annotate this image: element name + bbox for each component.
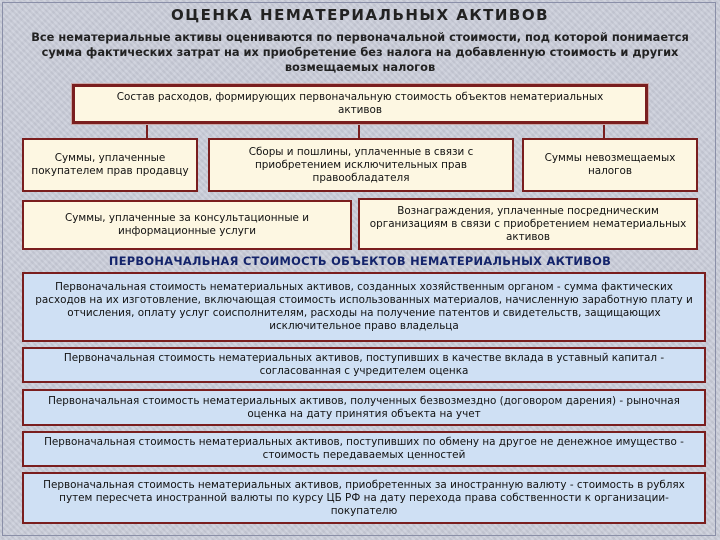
slide-subtitle: Все нематериальные активы оцениваются по первоначальной стоимости, под которой понимается сумма фактических затрат на их приобретение без налога на добавленную стоимость и других возмещаемых налогов (31, 29, 689, 74)
expense-item-nonrefundable-taxes: Суммы невозмещаемых налогов (522, 138, 698, 192)
connector-line (146, 124, 148, 138)
connector-line (603, 124, 605, 138)
initial-cost-created: Первоначальная стоимость нематериальных активов, созданных хозяйственным органом - сумма фактических расходов на их изготовление, включающая стоимость использованных материалов, начисленную заработную плату и отчисления, оплату услуг соисполнителям, расходы на получение патентов и свидетельств, защищающих исключительное право владельца (22, 272, 706, 342)
expense-item-fees-duties: Сборы и пошлины, уплаченные в связи с приобретением исключительных прав правообладателя (208, 138, 514, 192)
initial-cost-title: ПЕРВОНАЧАЛЬНАЯ СТОИМОСТЬ ОБЪЕКТОВ НЕМАТЕРИАЛЬНЫХ АКТИВОВ (108, 254, 612, 268)
expense-item-intermediary-fees: Вознаграждения, уплаченные посредническим организациям в связи с приобретением нематериальных активов (358, 198, 698, 250)
expenses-composition-header: Состав расходов, формирующих первоначальную стоимость объектов нематериальных активов (72, 84, 648, 124)
initial-cost-exchange: Первоначальная стоимость нематериальных активов, поступивших по обмену на другое не денежное имущество - стоимость передаваемых ценностей (22, 431, 706, 467)
initial-cost-contribution: Первоначальная стоимость нематериальных активов, поступивших в качестве вклада в уставный капитал - согласованная с учредителем оценка (22, 347, 706, 383)
slide-title: ОЦЕНКА НЕМАТЕРИАЛЬНЫХ АКТИВОВ (170, 6, 550, 24)
connector-line (358, 124, 360, 138)
expense-item-buyer-payments: Суммы, уплаченные покупателем прав продавцу (22, 138, 198, 192)
initial-cost-foreign-currency: Первоначальная стоимость нематериальных активов, приобретенных за иностранную валюту - стоимость в рублях путем пересчета иностранной валюты по курсу ЦБ РФ на дату перехода права собственности к организации-покупателю (22, 472, 706, 524)
initial-cost-gratuitous: Первоначальная стоимость нематериальных активов, полученных безвозмездно (договором дарения) - рыночная оценка на дату принятия объекта на учет (22, 389, 706, 426)
expense-item-consulting-services: Суммы, уплаченные за консультационные и информационные услуги (22, 200, 352, 250)
